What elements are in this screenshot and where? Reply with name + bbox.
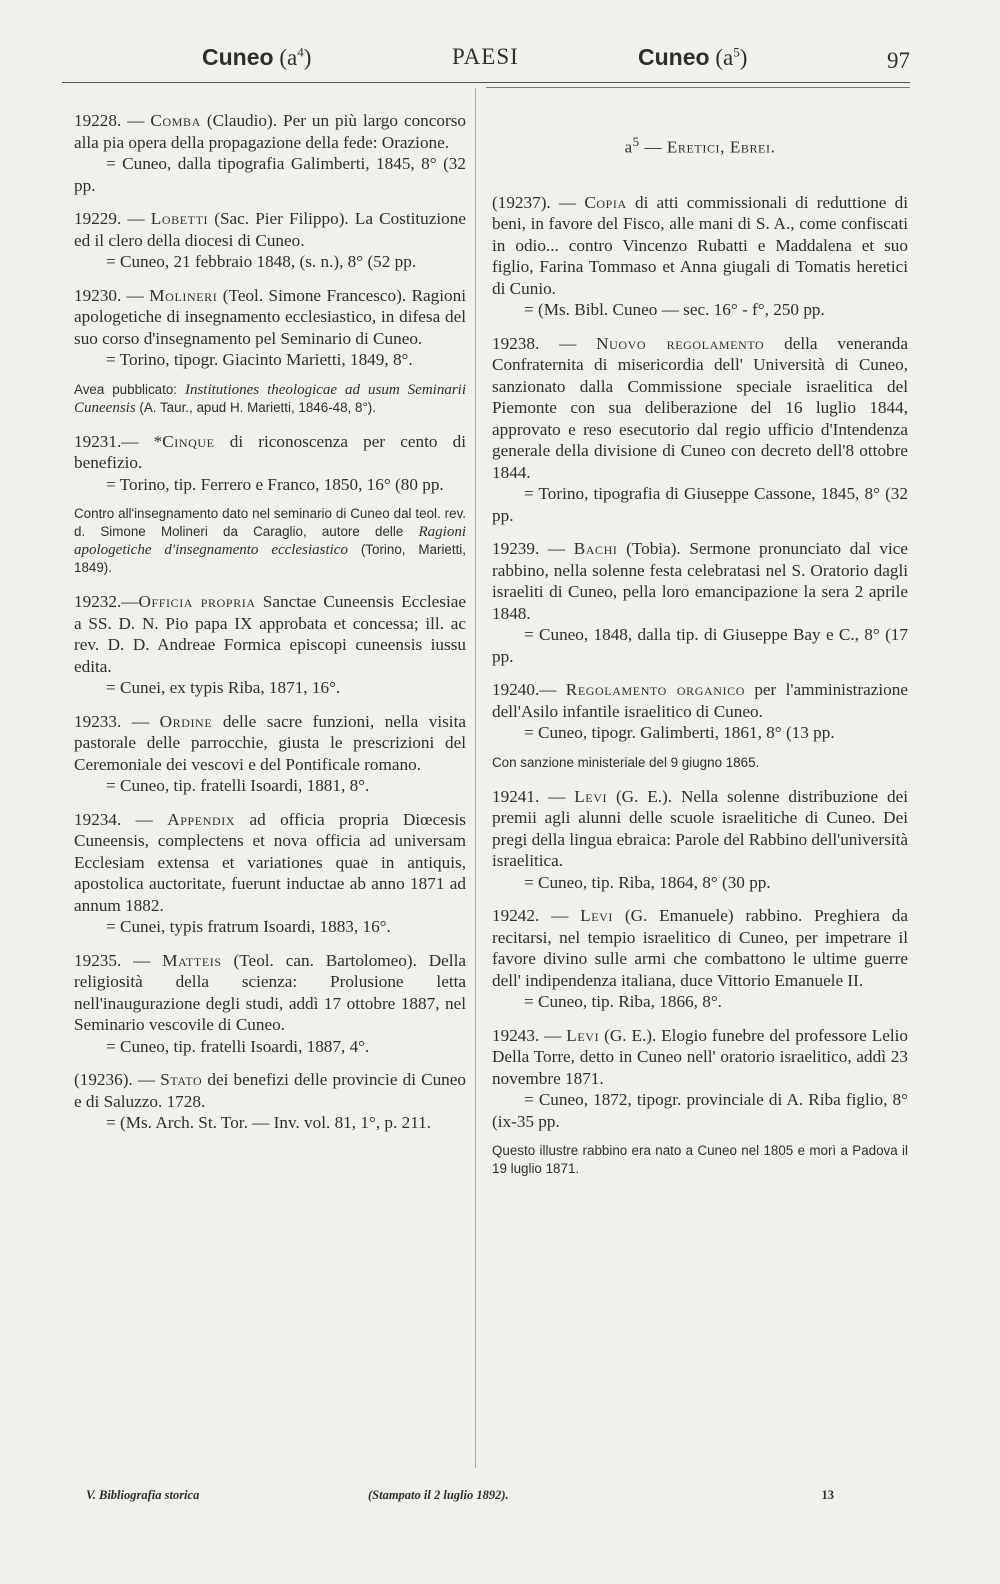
right-column bbox=[492, 110, 908, 1192]
entry-19238 bbox=[492, 333, 908, 527]
note-title: Ragioni apologetiche d'insegnamento ecclesiastico bbox=[74, 524, 466, 558]
entry-heading: Levi bbox=[566, 1025, 600, 1045]
note-text: Contro all'insegnamento dato nel seminario di Cuneo dal teol. rev. d. Simone Molineri da Caraglio, autore delle bbox=[74, 506, 466, 539]
header-right-place: Cuneo bbox=[638, 44, 710, 70]
entry-heading: Copia bbox=[584, 192, 627, 212]
entry-number: 19234. — bbox=[74, 809, 168, 829]
footer-print-date: (Stampato il 2 luglio 1892). bbox=[368, 1488, 509, 1502]
entry-19230 bbox=[74, 285, 466, 371]
entry-body: Sanctae Cuneensis Ecclesiae a SS. D. N. Pio papa IX approbata et concessa; ill. ac rev. D. D. Andreae Formica episcopi cuneensis iussu edita. bbox=[74, 592, 467, 676]
footer-signature: V. Bibliografia storica bbox=[86, 1488, 200, 1502]
entry-19234 bbox=[74, 809, 466, 938]
entry-heading: Lobetti bbox=[150, 209, 209, 228]
note-19231 bbox=[74, 505, 466, 577]
entry-number: (19237). — bbox=[492, 192, 585, 212]
entry-19242 bbox=[492, 905, 908, 1013]
entry-body: (G. E.). Elogio funebre del professore Lelio Della Torre, detto in Cuneo nell' oratorio israelitico, addì 23 novembre 1871. bbox=[492, 1025, 909, 1088]
entry-body: di riconoscenza per cento di benefizio. bbox=[74, 431, 466, 472]
entry-number: 19240.— bbox=[492, 680, 566, 700]
column-divider bbox=[475, 88, 476, 1468]
entry-imprint: = Torino, tip. Ferrero e Franco, 1850, 16° (80 pp. bbox=[106, 474, 444, 494]
note-text: Con sanzione ministeriale del 9 giugno 1865. bbox=[492, 754, 760, 770]
entry-imprint: = Torino, tipogr. Giacinto Marietti, 1849, 8°. bbox=[106, 350, 413, 369]
entry-heading: Comba bbox=[150, 111, 201, 130]
entry-19228 bbox=[74, 110, 466, 196]
section-title: — Eretici, Ebrei. bbox=[639, 137, 776, 157]
entry-19233 bbox=[74, 711, 466, 797]
entry-imprint: = Cuneo, tip. fratelli Isoardi, 1887, 4°. bbox=[106, 1036, 370, 1056]
entry-heading: Cinque bbox=[162, 431, 215, 451]
entry-number: (19236). — bbox=[74, 1070, 161, 1089]
entry-body: delle sacre funzioni, nella visita pastorale delle parrocchie, giusta le prescrizioni del Ceremoniale dei vescovi e del Pontificale romano. bbox=[74, 711, 466, 774]
note-19243 bbox=[492, 1142, 908, 1178]
entry-number: 19239. — bbox=[492, 539, 574, 559]
section-heading bbox=[492, 134, 908, 158]
header-right-sup: 5 bbox=[733, 44, 740, 60]
entry-imprint: = (Ms. Arch. St. Tor. — Inv. vol. 81, 1°, p. 211. bbox=[106, 1113, 432, 1132]
running-header bbox=[60, 44, 910, 84]
entry-imprint: = Cuneo, 21 febbraio 1848, (s. n.), 8° (52 pp. bbox=[106, 252, 417, 271]
entry-imprint: = Cuneo, tip. Riba, 1866, 8°. bbox=[524, 992, 722, 1012]
entry-body: di atti commissionali di reduttione di beni, in favore del Fisco, alle mani di S. A., come confiscati in odio... contro Vincenzo Rubatti e Maddalena et suo figlio, Farina Tommaso et Anna giugali di Tomatis heretici di Cunio. bbox=[492, 192, 908, 298]
entry-19243 bbox=[492, 1025, 908, 1133]
entry-number: 19242. — bbox=[492, 906, 581, 926]
entry-number: 19228. — bbox=[74, 111, 151, 130]
entry-heading: Matteis bbox=[162, 950, 222, 970]
entry-heading: Officia propria bbox=[138, 592, 256, 611]
entry-number: 19232.— bbox=[74, 592, 139, 611]
entry-imprint: = Cuneo, 1872, tipogr. provinciale di A. Riba figlio, 8° (ix-35 pp. bbox=[492, 1090, 908, 1131]
entry-19241 bbox=[492, 786, 908, 894]
header-left-place: Cuneo bbox=[202, 44, 274, 70]
entry-heading: Nuovo regolamento bbox=[596, 333, 765, 353]
entry-imprint: = Cuneo, tipogr. Galimberti, 1861, 8° (13 pp. bbox=[524, 723, 835, 743]
entry-heading: Molineri bbox=[149, 285, 218, 305]
entry-body: (Sac. Pier Filippo). La Costituzione ed il clero della diocesi di Cuneo. bbox=[74, 209, 466, 250]
entry-body: (Teol. Simone Francesco). Ragioni apologetiche di insegnamento ecclesiastico, in difesa del suo corso d'insegnamento pel Seminario di Cuneo. bbox=[74, 285, 467, 348]
entry-imprint: = Cuneo, tip. fratelli Isoardi, 1881, 8°. bbox=[106, 776, 370, 795]
entry-heading: Levi bbox=[580, 906, 614, 926]
entry-imprint: = Torino, tipografia di Giuseppe Cassone, 1845, 8° (32 pp. bbox=[492, 484, 908, 525]
note-title: Institutiones theologicae ad usum Seminarii Cuneensis bbox=[74, 381, 466, 416]
entry-imprint: = Cunei, ex typis Riba, 1871, 16°. bbox=[106, 678, 341, 697]
note-19240 bbox=[492, 754, 908, 772]
header-left-code: (a bbox=[279, 45, 298, 70]
entry-body: dei benefizi delle provincie di Cuneo e di Saluzzo. 1728. bbox=[74, 1070, 466, 1111]
header-left bbox=[202, 44, 311, 71]
entry-19235 bbox=[74, 950, 466, 1058]
entry-number: 19230. — bbox=[74, 285, 150, 305]
header-left-sup: 4 bbox=[297, 44, 304, 60]
entry-body: (Claudio). Per un più largo concorso alla pia opera della propagazione della fede: Orazione. bbox=[74, 111, 467, 152]
header-right-close: ) bbox=[739, 45, 748, 70]
entry-19239 bbox=[492, 538, 908, 667]
entry-19232 bbox=[74, 591, 466, 699]
entry-heading: Levi bbox=[574, 786, 608, 806]
entry-number: 19241. — bbox=[492, 786, 575, 806]
entry-heading: Bachi bbox=[573, 539, 618, 559]
entry-19231 bbox=[74, 431, 466, 496]
note-text-end: (Torino, Marietti, 1849). bbox=[74, 542, 466, 575]
entry-body: della veneranda Confraternita di misericordia dell' Università di Cuneo, sanzionato dalla Commissione speciale israelitica del Piemonte con sua deliberazione del 16 luglio 1844, approvato e reso esecutorio dal regio ufficio d'Intendenza generale della divisione di Cuneo con decreto dell'8 ottobre 1844. bbox=[492, 333, 908, 482]
entry-number: 19238. — bbox=[492, 333, 597, 353]
note-text: Avea pubblicato: bbox=[74, 381, 185, 397]
entry-imprint: = Cuneo, tip. Riba, 1864, 8° (30 pp. bbox=[524, 872, 771, 892]
entry-body: (Teol. can. Bartolomeo). Della religiosità della scienza: Prolusione letta nell'inaugurazione degli studi, addì 17 ottobre 1887, nel Seminario vescovile di Cuneo. bbox=[74, 950, 466, 1034]
header-rule bbox=[62, 82, 910, 83]
entry-imprint: = Cuneo, dalla tipografia Galimberti, 1845, 8° (32 pp. bbox=[74, 154, 466, 195]
entry-imprint: = (Ms. Bibl. Cuneo — sec. 16° - f°, 250 pp. bbox=[524, 300, 825, 320]
header-center: PAESI bbox=[452, 44, 519, 69]
left-column bbox=[74, 110, 466, 1146]
header-rule-secondary bbox=[486, 87, 910, 88]
entry-imprint: = Cuneo, 1848, dalla tip. di Giuseppe Bay e C., 8° (17 pp. bbox=[492, 625, 908, 666]
entry-heading: Regolamento organico bbox=[565, 680, 745, 700]
section-code: a bbox=[624, 137, 633, 157]
note-text-end: (A. Taur., apud H. Marietti, 1846-48, 8°). bbox=[135, 399, 376, 415]
entry-imprint: = Cunei, typis fratrum Isoardi, 1883, 16°. bbox=[106, 917, 391, 936]
entry-body: (G. E.). Nella solenne distribuzione dei premii agli alunni delle scuole israelitiche di Cuneo. Dei pregi della lingua ebraica: Parole del Rabbino dell'università israelitica. bbox=[492, 786, 908, 871]
entry-body: ad officia propria Diœcesis Cuneensis, complectens et nova officia ad universam Ecclesiam extensa et variationes quae in antiquis, apostolica auctoritate, fuerunt inductae ab anno 1871 ad annum 1882. bbox=[74, 809, 466, 915]
note-19230 bbox=[74, 381, 466, 417]
header-right-code: (a bbox=[715, 45, 734, 70]
entry-number: 19235. — bbox=[74, 950, 163, 970]
entry-19237 bbox=[492, 192, 908, 321]
entry-number: 19231.— * bbox=[74, 431, 163, 451]
entry-19236 bbox=[74, 1069, 466, 1134]
entry-19229 bbox=[74, 208, 466, 273]
note-text: Questo illustre rabbino era nato a Cuneo nel 1805 e morì a Padova il 19 luglio 1871. bbox=[492, 1143, 908, 1177]
page-number: 97 bbox=[887, 48, 910, 73]
entry-heading: Stato bbox=[160, 1070, 203, 1089]
section-sup: 5 bbox=[632, 134, 640, 149]
footer-sheet-number: 13 bbox=[821, 1488, 834, 1502]
header-left-close: ) bbox=[303, 45, 312, 70]
entry-number: 19243. — bbox=[492, 1025, 567, 1045]
entry-number: 19229. — bbox=[74, 209, 151, 228]
entry-heading: Appendix bbox=[167, 809, 236, 829]
entry-body: (Tobia). Sermone pronunciato dal vice rabbino, nella solenne festa celebratasi nel S. Oratorio dagli israeliti di Cuneo, pella loro emancipazione la sera 2 aprile 1848. bbox=[492, 539, 909, 623]
entry-body: (G. Emanuele) rabbino. Preghiera da recitarsi, nel tempio israelitico di Cuneo, per impetrare il favore divino sulle armi che combattono le ultime guerre dell' indipendenza italiana, duce Vittorio Emanuele II. bbox=[492, 906, 909, 990]
entry-number: 19233. — bbox=[74, 711, 160, 731]
entry-heading: Ordine bbox=[159, 711, 213, 731]
entry-body: per l'amministrazione dell'Asilo infantile israelitico di Cuneo. bbox=[492, 680, 908, 721]
header-right bbox=[638, 44, 747, 71]
entry-19240 bbox=[492, 679, 908, 744]
